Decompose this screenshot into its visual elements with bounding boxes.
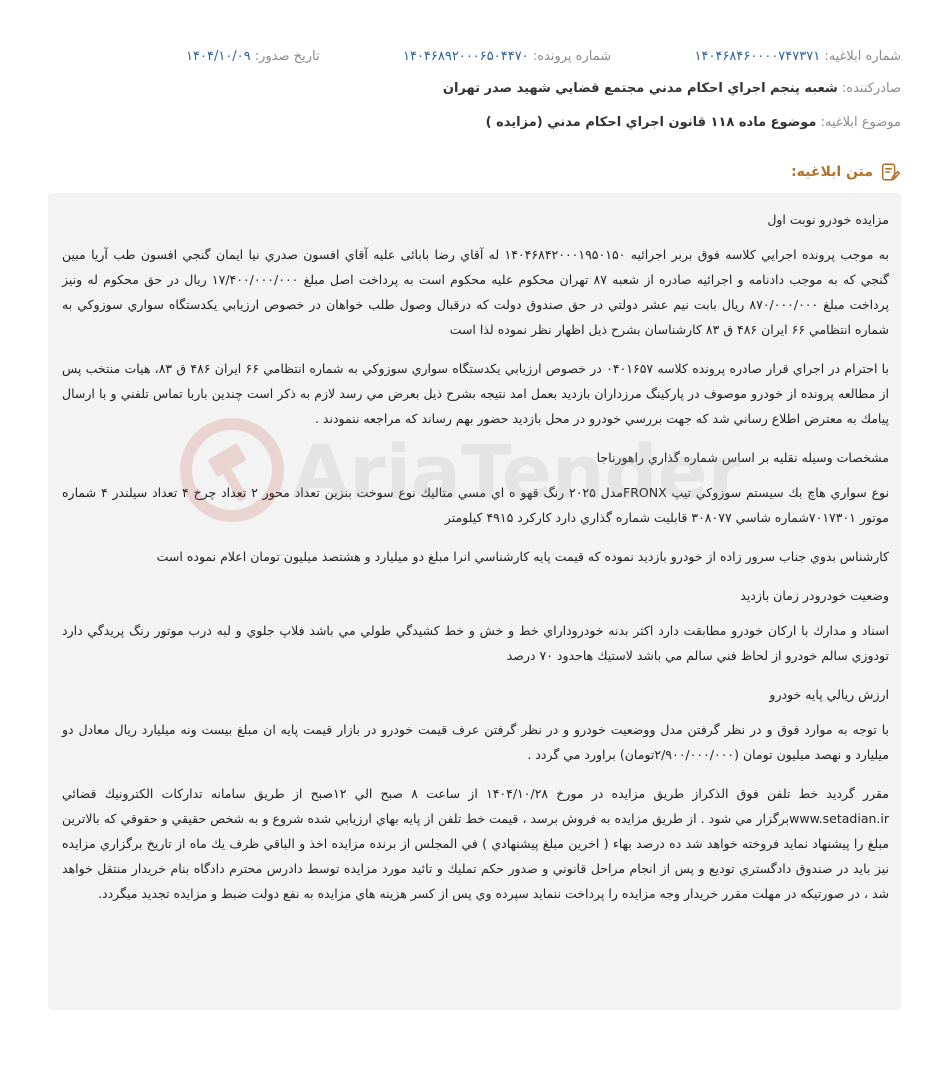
issue-date-label: تاريخ صدور: <box>254 48 320 64</box>
vehicle-condition-heading: وضعيت خودرودر زمان بازديد <box>740 588 889 603</box>
paragraph-vehicle-condition: اسناد و مدارك با اركان خودرو مطابقت دارد اكثر بدنه خودروداراي خط و خش و خط كشيدگي طولي مي باشد فلاپ جلوي و لبه درب موتور رنگ پريدگي دارد تودوزي سالم خودرو از لحاظ فني سالم مي باشد لاستيك هاحدود ۷۰ درصد <box>62 623 889 663</box>
auction-terms-part-b: برگزار مي شود . از طريق مزايده به فروش برسد ، قيمت خط تلفن از پايه بهاي ارزيابي شده شروع و به شخص حقيقي و حقوقي كه بالاترين مبلغ را پيشنهاد نمايد فروخته خواهد شد ده درصد بهاء ( اخرين مبلغ پيشنهادي ) في المجلس از برنده مزايده اخذ و الباقي ظرف يك ماه از تاريخ برگزاري مزايده نيز بايد در صندوق دادگستري توديع و پس از انجام مراحل قانوني و صدور حكم تمليك و تائيد مورد مزايده توسط دادرس محترم دادگاه بنام خريدار منتقل خواهد شد ، در صورتيكه در مهلت مقرر خريدار وجه مزايده را پرداخت ننمايد سپرده وي پس از كسر هزينه هاي مزايده به نفع دولت ضبط و مزايده تجديد ميگردد. <box>62 811 889 901</box>
issuer-row <box>38 81 901 96</box>
notice-number-label: شماره ابلاغيه: <box>824 48 901 64</box>
notice-number <box>695 49 901 64</box>
paragraph-expert-price: كارشناس بدوي جناب سرور زاده از خودرو بازديد نموده كه قيمت پايه كارشناسي انرا مبلغ دو ميليارد و هشتصد ميليون تومان اعلام نموده است <box>156 549 889 564</box>
auction-title: مزايده خودرو نوبت اول <box>767 212 889 227</box>
paragraph-base-value: با توجه به موارد فوق و در نظر گرفتن مدل ووضعيت خودرو و در نظر گرفتن عرف قيمت خودرو در بازار قيمت پايه ان مبلغ بيست ونه ميليارد ريال معادل دو ميليارد و نهصد ميليون تومان (۲/۹۰۰/۰۰۰/۰۰۰تومان) براورد مي گردد . <box>62 722 889 762</box>
notice-text-heading <box>791 161 901 183</box>
auction-website: www.setadian.ir <box>789 811 889 826</box>
subject-row <box>38 115 901 130</box>
case-number-value: ۱۴۰۴۶۸۹۲۰۰۰۶۵۰۴۴۷۰ <box>402 48 529 64</box>
paragraph-execution: به موجب پرونده اجرايي كلاسه فوق بربر اجرائيه ۱۴۰۴۶۸۴۲۰۰۰۱۹۵۰۱۵۰ له آقاي رضا بابائى عليه آقاي افسون صدري نيا ايمان گنجي افسون طب آريا مبين گنجي كه به موجب دادنامه و اجرائيه صادره از شعبه ۸۷ تهران محكوم عليه محكوم است به پرداخت اصل مبلغ ۱۷/۴۰۰/۰۰۰/۰۰۰ ريال در حق محكوم له ونيز پرداخت مبلغ ۸۷۰/۰۰۰/۰۰۰ ريال بابت نيم عشر دولتي در حق صندوق دولت كه درقبال وصول طلب خواهان در خصوص ارزيابي يكدستگاه سواري سوزوكي به شماره انتظامي ۶۶ ايران ۴۸۶ ق ۸۳ كارشناسان بشرح ذيل اظهار نظر نموده لذا است <box>62 247 890 337</box>
notice-number-value: ۱۴۰۴۶۸۴۶۰۰۰۰۷۴۷۳۷۱ <box>694 48 821 64</box>
issue-date-value: ۱۴۰۴/۱۰/۰۹ <box>186 48 251 64</box>
base-value-heading: ارزش ريالي پايه خودرو <box>769 687 889 702</box>
paragraph-vehicle-specs: نوع سواري هاچ بك سيستم سوزوكي تيپ FRONXمدل ۲۰۲۵ رنگ قهو ه اي مسي متاليك نوع سوخت بنزين تعداد محور ۲ تعداد چرخ ۴ تعداد سيلندر ۴ شماره موتور ۷۰۱۷۳۰۱شماره شاسي ۳۰۸۰۷۷ قابليت شماره گذاري دارد كاركرد ۴۹۱۵ كيلومتر <box>62 485 889 525</box>
subject-label: موضوع ابلاغيه: <box>820 115 901 130</box>
issuer-label: صادرکننده: <box>841 81 901 96</box>
notice-text-title: متن ابلاغيه: <box>791 164 873 180</box>
auction-terms-part-a: مقرر گرديد خط تلفن فوق الذكراز طريق مزايده در مورخ ۱۴۰۴/۱۰/۲۸ از ساعت ۸ صبح الي ۱۲صبح از طريق سامانه تداركات الكترونيك قضائي <box>62 786 889 801</box>
note-edit-icon <box>879 161 901 183</box>
notice-meta-row <box>186 46 901 66</box>
notice-body <box>48 193 901 1010</box>
vehicle-specs-heading: مشخصات وسيله نقليه بر اساس شماره گذاري راهورناجا <box>596 450 889 465</box>
case-number-label: شماره پرونده: <box>532 48 612 64</box>
paragraph-report: با احترام در اجراي قرار صادره پرونده كلاسه ۰۴۰۱۶۵۷ در خصوص ارزيابي يكدستگاه سواري سوزوكي به شماره انتظامي ۶۶ ايران ۴۸۶ ق ۸۳، هيات منتخب پس از مطالعه پرونده از خودرو موصوف در پاركينگ مرزداران بازديد بعمل امد نتيجه بشرح ذيل بعرض مي رسد لازم به ذكر است چندين باربا تماس تلفني و با ارسال پيامك به معترض اطلاع رساني شد كه جهت بررسي خودرو در محل بازديد حضور بهم رساند كه مراجعه ننمودند . <box>62 361 889 426</box>
subject-value: موضوع ماده ۱۱۸ قانون اجراي احکام مدني (مزايده ) <box>485 115 817 130</box>
issuer-value: شعبه پنجم اجراي احكام مدني مجتمع قضايي شهيد صدر تهران <box>442 81 838 96</box>
issue-date <box>186 49 320 64</box>
paragraph-auction-terms <box>62 781 889 906</box>
case-number <box>403 49 611 64</box>
